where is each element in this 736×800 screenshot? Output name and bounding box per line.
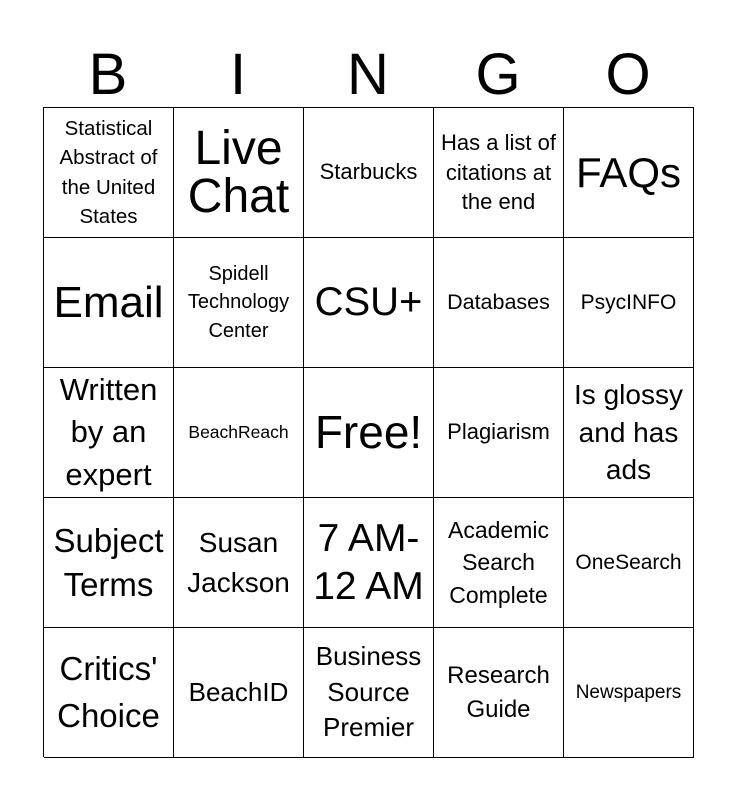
cell-text: Live Chat (187, 121, 290, 223)
cell-text: Academic Search Complete (448, 516, 549, 608)
cell-text: PsycINFO (580, 290, 677, 314)
cell-text: Starbucks (319, 159, 418, 185)
cell-text: Spidell Technology Center (187, 262, 290, 342)
bingo-cell-b1[interactable] (44, 108, 174, 238)
bingo-cell-o2[interactable] (564, 238, 694, 368)
bingo-cell-i1[interactable] (174, 108, 304, 238)
cell-text: CSU+ (314, 280, 423, 325)
bingo-cell-n4[interactable] (304, 498, 434, 628)
bingo-cell-n3[interactable] (304, 368, 434, 498)
bingo-header (43, 40, 693, 106)
cell-text: Email (53, 277, 164, 327)
bingo-cell-g4[interactable] (434, 498, 564, 628)
cell-text: BeachID (188, 676, 289, 707)
cell-text: Business Source Premier (315, 641, 422, 743)
cell-text: OneSearch (575, 550, 682, 574)
header-letter-g: G (475, 42, 521, 107)
cell-text: Free! (314, 405, 423, 458)
cell-text: Written by an expert (59, 372, 158, 492)
bingo-cell-o5[interactable] (564, 628, 694, 758)
header-letter-i: I (229, 42, 247, 107)
cell-text: Research Guide (447, 661, 550, 723)
cell-text: 7 AM-12 AM (313, 516, 424, 608)
cell-text: Is glossy and has ads (574, 379, 683, 486)
cell-text: BeachReach (188, 421, 289, 442)
bingo-cell-i4[interactable] (174, 498, 304, 628)
bingo-cell-g1[interactable] (434, 108, 564, 238)
bingo-cell-g5[interactable] (434, 628, 564, 758)
header-letter-n: N (347, 42, 389, 107)
bingo-cell-n5[interactable] (304, 628, 434, 758)
cell-text: Statistical Abstract of the United States (59, 117, 158, 228)
header-letter-b: B (88, 42, 128, 107)
cell-text: Plagiarism (447, 419, 550, 445)
bingo-cell-o4[interactable] (564, 498, 694, 628)
bingo-cell-g2[interactable] (434, 238, 564, 368)
bingo-cell-i2[interactable] (174, 238, 304, 368)
bingo-cell-i5[interactable] (174, 628, 304, 758)
cell-text: Has a list of citations at the end (441, 129, 556, 215)
bingo-cell-b5[interactable] (44, 628, 174, 758)
bingo-cell-b2[interactable] (44, 238, 174, 368)
bingo-cell-i3[interactable] (174, 368, 304, 498)
cell-text: Databases (447, 290, 550, 315)
header-letter-o: O (605, 42, 651, 107)
bingo-cell-o3[interactable] (564, 368, 694, 498)
cell-text: Critics' Choice (57, 650, 160, 734)
cell-text: Newspapers (575, 681, 682, 703)
bingo-board (43, 107, 694, 757)
bingo-cell-b3[interactable] (44, 368, 174, 498)
bingo-cell-n1[interactable] (304, 108, 434, 238)
cell-text: Subject Terms (53, 521, 164, 603)
bingo-cell-g3[interactable] (434, 368, 564, 498)
bingo-cell-o1[interactable] (564, 108, 694, 238)
bingo-cell-b4[interactable] (44, 498, 174, 628)
cell-text: Susan Jackson (187, 527, 290, 598)
cell-text: FAQs (575, 148, 682, 196)
bingo-cell-n2[interactable] (304, 238, 434, 368)
